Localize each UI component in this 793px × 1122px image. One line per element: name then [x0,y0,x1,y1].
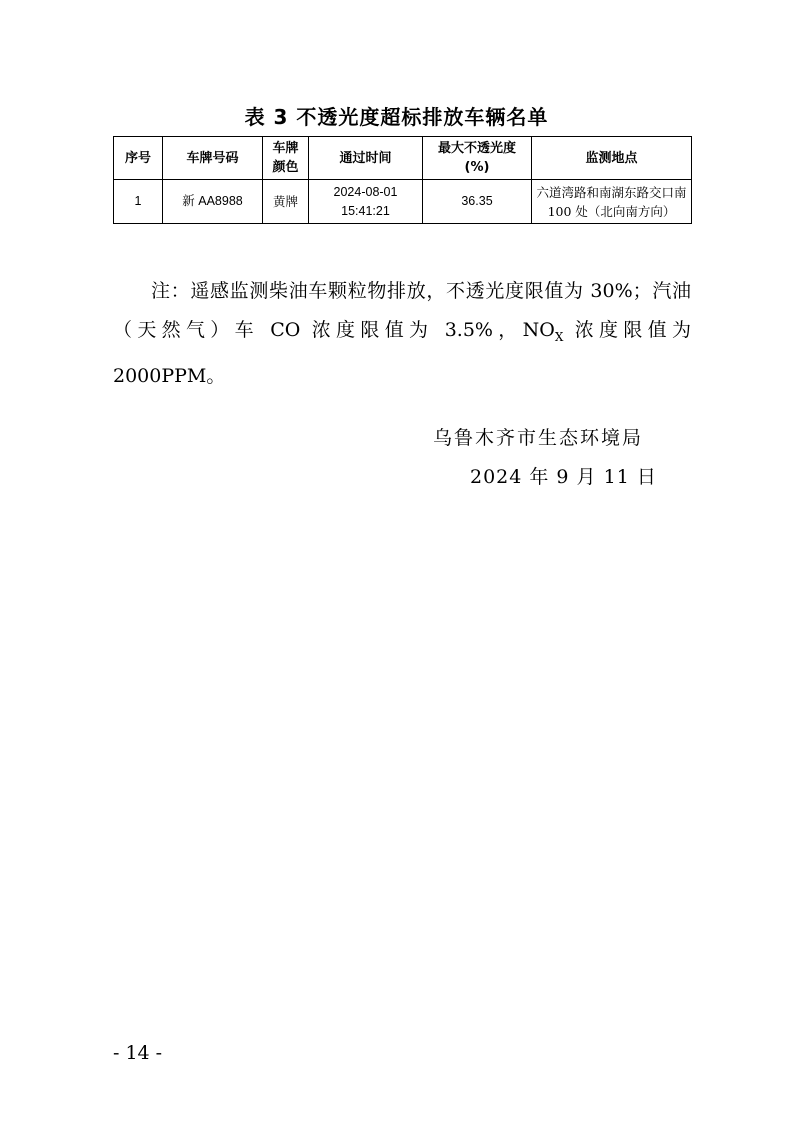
header-max-opacity-line2: (%) [464,160,490,175]
header-pass-time: 通过时间 [309,137,423,180]
signature-date: 2024 年 9 月 11 日 [470,466,657,488]
note-text-part1: 注：遥感监测柴油车颗粒物排放，不透光度限值为 30%；汽油（天然气）车 CO 浓度限值为 3.5%，NO [113,280,691,341]
header-max-opacity-line1: 最大不透光度 [437,141,516,156]
signature-organization: 乌鲁木齐市生态环境局 [433,427,644,449]
header-max-opacity [423,137,532,180]
table-title: 表 3 不透光度超标排放车辆名单 [244,105,549,129]
table-row [114,180,692,224]
header-plate-color-line1: 车牌 [272,141,299,156]
header-plate: 车牌号码 [163,137,263,180]
cell-seq: 1 [114,180,163,224]
note-paragraph [113,272,691,396]
cell-plate-color: 黄牌 [263,180,309,224]
header-plate-color [263,137,309,180]
cell-pass-time [309,180,423,224]
cell-plate: 新 AA8988 [163,180,263,224]
cell-pass-date: 2024-08-01 [333,184,398,199]
note-subscript: X [554,329,564,344]
cell-location-line1: 六道湾路和南湖东路交口南 [536,184,687,200]
note-text-part2: 浓度限值为 2000PPM。 [113,319,691,387]
table-header-row [114,137,692,180]
cell-pass-clock: 15:41:21 [341,203,390,218]
header-location: 监测地点 [532,137,692,180]
page-number: - 14 - [113,1042,163,1064]
header-plate-color-line2: 颜色 [272,160,299,175]
cell-location [532,180,692,224]
header-seq: 序号 [114,137,163,180]
cell-location-line2: 100 处（北向南方向） [547,203,676,219]
cell-max-opacity: 36.35 [423,180,532,224]
vehicle-table [113,136,692,224]
